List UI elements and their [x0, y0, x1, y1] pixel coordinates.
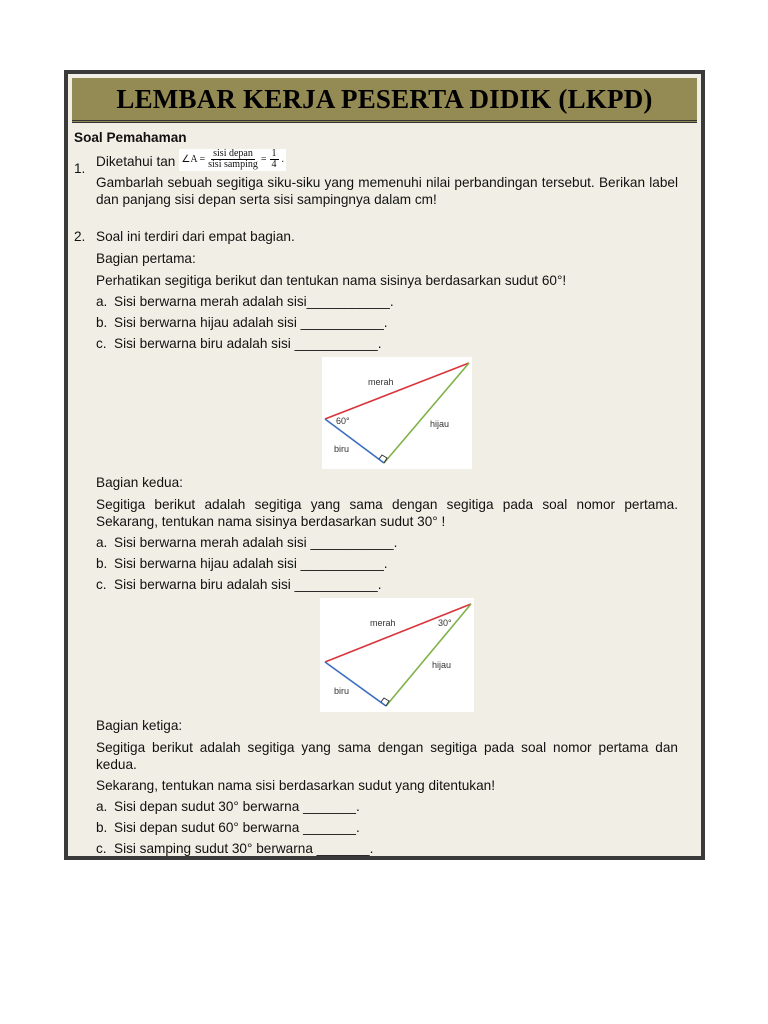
list-item — [96, 799, 678, 816]
list-item — [96, 535, 678, 552]
item-letter: a. — [96, 293, 108, 309]
label-hijau: hijau — [432, 659, 452, 670]
part-1-text: Perhatikan segitiga berikut dan tentukan nama sisinya berdasarkan sudut 60°! — [96, 272, 567, 288]
list-item — [96, 820, 678, 837]
triangle-figure-60 — [322, 357, 472, 469]
worksheet — [64, 70, 705, 860]
question-lead: Diketahui tan — [96, 154, 176, 169]
item-letter: b. — [96, 314, 108, 330]
list-item — [96, 315, 678, 332]
question-1 — [74, 149, 678, 209]
label-biru: biru — [334, 443, 350, 454]
part-2-text: Segitiga berikut adalah segitiga yang sama dengan segitiga pada soal nomor pertama. Sekarang, tentukan nama sisinya berdasarkan sudut 30° ! — [96, 496, 678, 529]
value-numerator: 1 — [271, 147, 277, 159]
list-item — [96, 556, 678, 573]
label-angle: 30° — [438, 617, 452, 628]
item-letter: c. — [96, 840, 107, 856]
question-text: Gambarlah sebuah segitiga siku-siku yang memenuhi nilai perbandingan tersebut. Berikan label dan panjang sisi depan serta sisi sampingnya dalam cm! — [96, 174, 678, 207]
red-side — [325, 363, 469, 419]
item-text: Sisi berwarna hijau adalah sisi ___________. — [114, 314, 388, 330]
question-number: 2. — [74, 228, 86, 244]
value-denominator: 4 — [271, 159, 277, 171]
item-letter: b. — [96, 555, 108, 571]
formula-end: . — [281, 153, 285, 165]
item-text: Sisi berwarna hijau adalah sisi ___________. — [114, 555, 388, 571]
tangent-formula — [179, 149, 286, 171]
part-3-heading: Bagian ketiga: — [96, 717, 183, 733]
item-text: Sisi depan sudut 30° berwarna _______. — [114, 798, 360, 814]
formula-numerator: sisi depan — [213, 147, 253, 159]
item-letter: b. — [96, 819, 108, 835]
label-hijau: hijau — [430, 418, 450, 429]
item-letter: c. — [96, 335, 107, 351]
list-item — [96, 336, 678, 353]
item-text: Sisi berwarna biru adalah sisi ___________. — [114, 335, 382, 351]
formula-denominator: sisi samping — [208, 159, 258, 171]
item-text: Sisi depan sudut 60° berwarna _______. — [114, 819, 360, 835]
part-3-items — [96, 799, 678, 858]
label-angle: 60° — [336, 415, 350, 426]
formula-lhs: ∠A = — [181, 153, 206, 165]
part-3-text-2: Sekarang, tentukan nama sisi berdasarkan sudut yang ditentukan! — [96, 777, 496, 793]
item-letter: a. — [96, 798, 108, 814]
triangle-figure-30 — [320, 598, 474, 712]
title-bar — [72, 78, 697, 123]
item-text: Sisi berwarna merah adalah sisi ___________. — [114, 534, 398, 550]
formula-fraction — [208, 149, 258, 171]
part-3-text: Segitiga berikut adalah segitiga yang sama dengan segitiga pada soal nomor pertama dan kedua. — [96, 739, 678, 772]
part-2-items — [96, 535, 678, 594]
list-item — [96, 577, 678, 594]
item-text: Sisi berwarna merah adalah sisi___________. — [114, 293, 394, 309]
formula-equals: = — [260, 153, 267, 165]
formula-value — [270, 149, 279, 171]
blue-side — [325, 662, 386, 706]
question-number: 1. — [74, 160, 86, 176]
blue-side — [325, 419, 384, 463]
label-merah: merah — [368, 376, 394, 387]
list-item — [96, 294, 678, 311]
green-side — [384, 363, 469, 463]
item-text: Sisi berwarna biru adalah sisi ___________. — [114, 576, 382, 592]
section-heading: Soal Pemahaman — [74, 130, 187, 145]
label-merah: merah — [370, 617, 396, 628]
item-letter: a. — [96, 534, 108, 550]
list-item — [96, 841, 678, 858]
question-2 — [74, 229, 678, 858]
item-letter: c. — [96, 576, 107, 592]
label-biru: biru — [334, 685, 350, 696]
part-1-items — [96, 294, 678, 353]
part-2-heading: Bagian kedua: — [96, 474, 183, 490]
item-text: Sisi samping sudut 30° berwarna _______. — [114, 840, 374, 856]
question-intro: Soal ini terdiri dari empat bagian. — [96, 228, 295, 244]
page-title: LEMBAR KERJA PESERTA DIDIK (LKPD) — [116, 83, 653, 114]
worksheet-content — [74, 130, 678, 858]
red-side — [325, 604, 471, 662]
part-1-heading: Bagian pertama: — [96, 250, 196, 266]
green-side — [386, 604, 471, 706]
